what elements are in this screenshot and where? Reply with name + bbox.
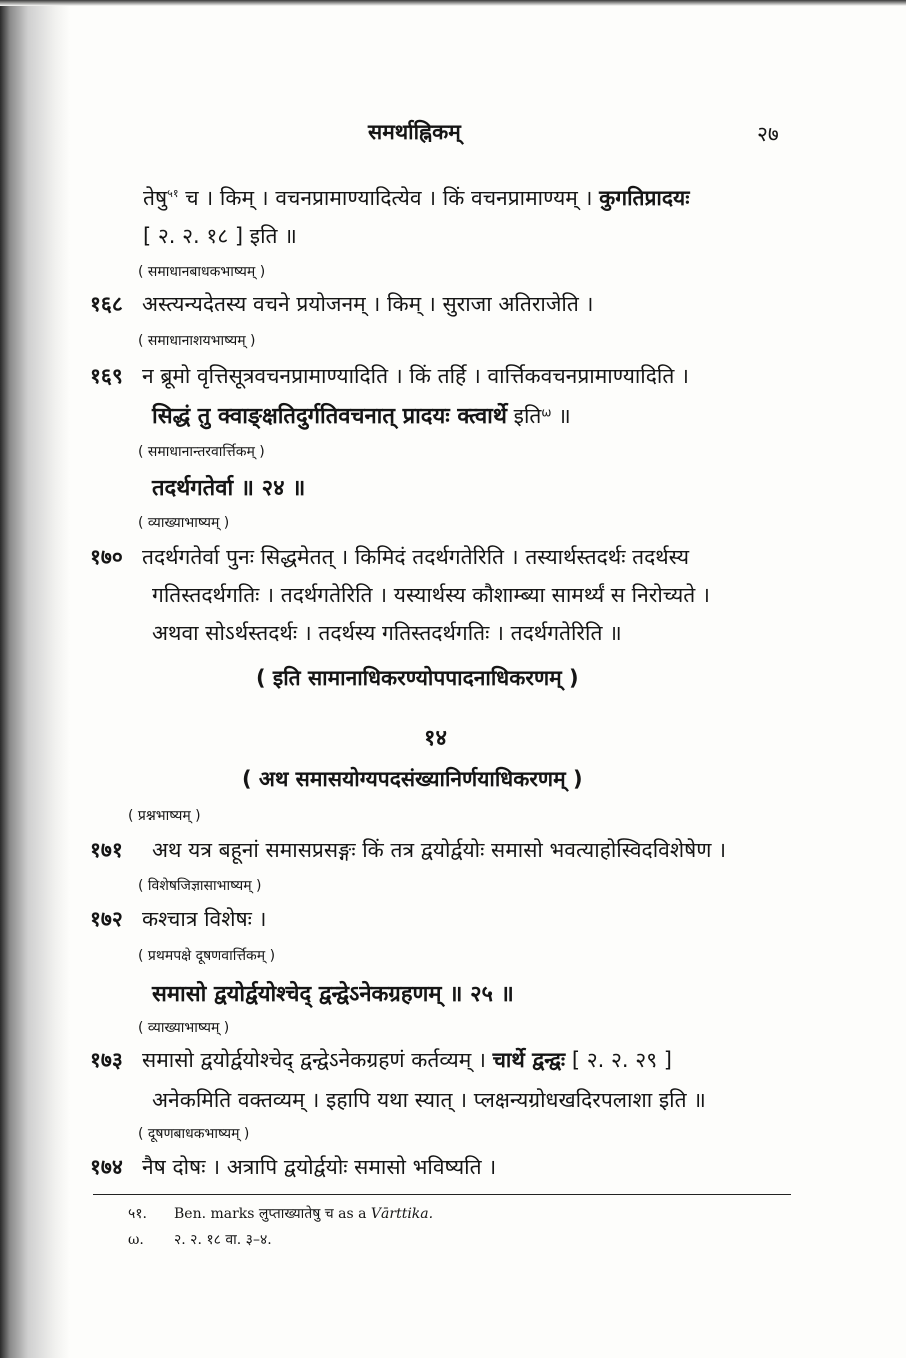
paragraph-number: १७३ xyxy=(90,1048,123,1072)
footnote-divider xyxy=(93,1194,791,1195)
paragraph-number: १७१ xyxy=(90,838,123,862)
paragraph-number: १७४ xyxy=(90,1155,123,1179)
footnote-51 xyxy=(128,1204,433,1223)
varttika-24: तदर्थगतेर्वा ॥ २४ ॥ xyxy=(152,476,306,501)
section-end-heading: ( इति सामानाधिकरण्योपपादनाधिकरणम् ) xyxy=(256,666,579,690)
paragraph-169 xyxy=(90,362,689,390)
text-span: इति xyxy=(506,404,542,428)
footnote-marker: ω. xyxy=(128,1232,144,1248)
text-line xyxy=(143,184,689,212)
text-line xyxy=(152,400,571,430)
footnote-text: २. २. १८ वा. ३–४. xyxy=(174,1232,272,1248)
paragraph-173 xyxy=(90,1046,672,1074)
section-heading: ( अथ समासयोग्यपदसंख्यानिर्णयाधिकरणम् ) xyxy=(242,767,583,791)
commentary-caption: ( प्रश्नभाष्यम् ) xyxy=(128,808,201,824)
commentary-caption: ( समाधानबाधकभाष्यम् ) xyxy=(138,264,266,280)
footnote-omega xyxy=(128,1230,272,1249)
paragraph-168 xyxy=(90,290,593,318)
text-span: [ २. २. २९ ] xyxy=(565,1048,672,1072)
paragraph-text: न ब्रूमो वृत्तिसूत्रवचनप्रामाण्यादिति । किं तर्हि । वार्त्तिकवचनप्रामाण्यादिति । xyxy=(142,364,689,388)
paragraph-text: तदर्थगतेर्वा पुनः सिद्धमेतत् । किमिदं तदर्थगतेरिति । तस्यार्थस्तदर्थः तदर्थस्य xyxy=(142,545,690,569)
text-line: अनेकमिति वक्तव्यम् । इहापि यथा स्यात् । प्लक्षन्यग्रोधखदिरपलाशा इति ॥ xyxy=(152,1088,706,1112)
paragraph-171 xyxy=(90,836,726,864)
commentary-caption: ( प्रथमपक्षे दूषणवार्त्तिकम् ) xyxy=(138,948,276,964)
commentary-caption: ( दूषणबाधकभाष्यम् ) xyxy=(138,1126,250,1142)
text-line: [ २. २. १८ ] इति ॥ xyxy=(143,224,297,248)
running-header: समर्थाह्निकम् xyxy=(368,120,461,144)
footnote-marker: ५१. xyxy=(128,1206,148,1222)
footnote-text: Vārttika. xyxy=(370,1206,434,1222)
text-span: च । किम् । वचनप्रामाण्यादित्येव । किं वचनप्रामाण्यम् । xyxy=(178,186,600,210)
text-line: गतिस्तदर्थगतिः । तदर्थगतेरिति । यस्यार्थस्य कौशाम्ब्या सामर्थ्यं स निरोच्यते । xyxy=(152,583,710,607)
paragraph-number: १७२ xyxy=(90,907,123,931)
varttika-text: सिद्धं तु क्वाङ्क्षतिदुर्गतिवचनात् प्रादयः क्त्वार्थे xyxy=(152,404,507,429)
text-line: अथवा सोऽर्थस्तदर्थः । तदर्थस्य गतिस्तदर्थगतिः । तदर्थगतेरिति ॥ xyxy=(152,621,622,645)
paragraph-text: अथ यत्र बहूनां समासप्रसङ्गः किं तत्र द्वयोर्द्वयोः समासो भवत्याहोस्विदविशेषेण । xyxy=(152,838,727,862)
section-number: १४ xyxy=(424,726,447,751)
paragraph-text: अस्त्यन्यदेतस्य वचने प्रयोजनम् । किम् । सुराजा अतिराजेति । xyxy=(142,292,594,316)
paragraph-174 xyxy=(90,1153,496,1181)
paragraph-number: १६८ xyxy=(90,292,123,316)
sutra-reference: चार्थे द्वन्द्वः xyxy=(492,1048,566,1072)
paragraph-172 xyxy=(90,905,267,933)
paragraph-text: कश्चात्र विशेषः । xyxy=(142,907,267,931)
page-number: २७ xyxy=(757,122,779,146)
commentary-caption: ( विशेषजिज्ञासाभाष्यम् ) xyxy=(138,878,262,894)
paragraph-text: समासो द्वयोर्द्वयोश्चेद् द्वन्द्वेऽनेकग्रहणं कर्तव्यम् । xyxy=(142,1048,493,1072)
text-span: तेषु xyxy=(143,186,168,210)
footnote-ref: ५१ xyxy=(167,187,179,200)
sutra-reference: कुगतिप्रादयः xyxy=(599,186,690,210)
text-span: ॥ xyxy=(551,404,571,428)
commentary-caption: ( समाधानान्तरवार्त्तिकम् ) xyxy=(138,444,265,460)
paragraph-number: १६९ xyxy=(90,364,123,388)
footnote-ref: ω xyxy=(541,405,552,420)
commentary-caption: ( समाधानाशयभाष्यम् ) xyxy=(138,333,256,349)
paragraph-170 xyxy=(90,543,689,571)
varttika-25: समासो द्वयोर्द्वयोश्चेद् द्वन्द्वेऽनेकग्रहणम् ॥ २५ ॥ xyxy=(152,982,514,1007)
paragraph-number: १७० xyxy=(90,545,123,569)
commentary-caption: ( व्याख्याभाष्यम् ) xyxy=(138,1020,230,1036)
commentary-caption: ( व्याख्याभाष्यम् ) xyxy=(138,515,230,531)
paragraph-text: नैष दोषः । अत्रापि द्वयोर्द्वयोः समासो भविष्यति । xyxy=(142,1155,497,1179)
footnote-text: Ben. marks लुप्ताख्यातेषु च as a xyxy=(174,1206,371,1222)
